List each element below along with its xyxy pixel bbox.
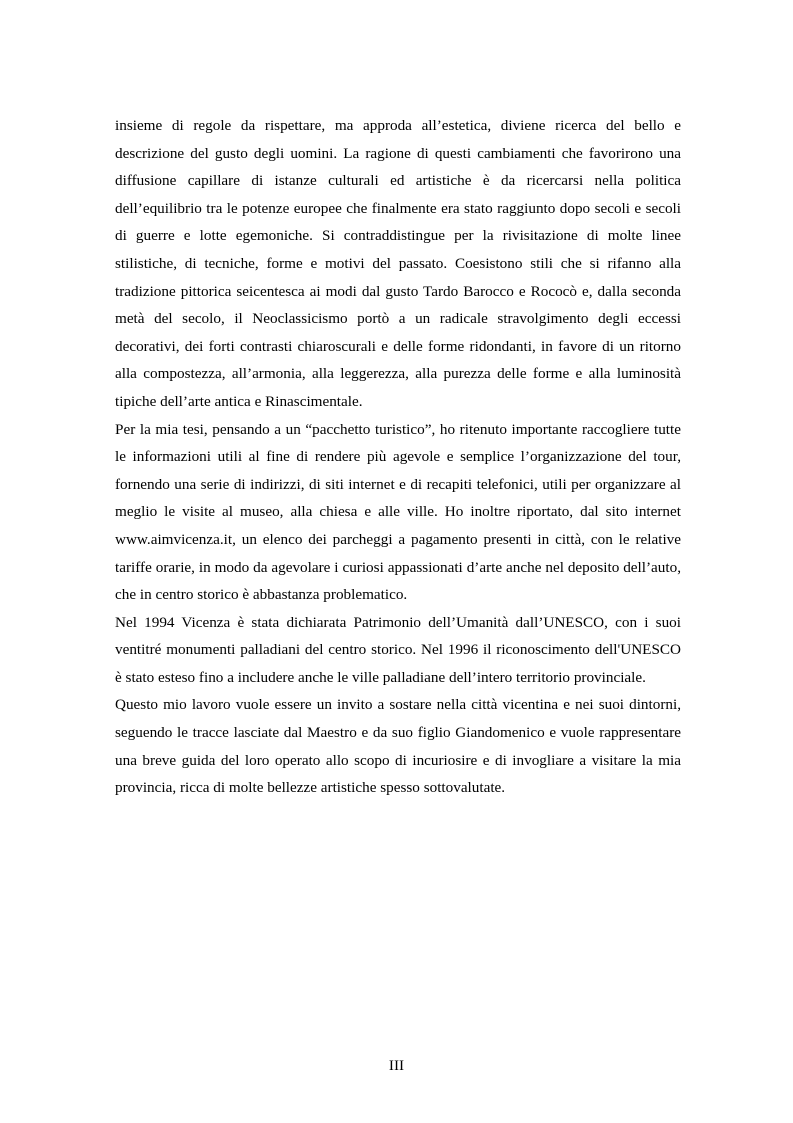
paragraph-1: insieme di regole da rispettare, ma approda all’estetica, diviene ricerca del bello e descrizione del gusto degli uomini. La ragione di questi cambiamenti che favorirono una diffusione capillare di istanze culturali ed artistiche è da ricercarsi nella politica dell’equilibrio tra le potenze europee che finalmente era stato raggiunto dopo secoli e secoli di guerre e lotte egemoniche. Si contraddistingue per la rivisitazione di molte linee stilistiche, di tecniche, forme e motivi del passato. Coesistono stili che si rifanno alla tradizione pittorica seicentesca ai modi dal gusto Tardo Barocco e Rococò e, dalla seconda metà del secolo, il Neoclassicismo portò a un radicale stravolgimento degli eccessi decorativi, dei forti contrasti chiaroscurali e delle forme ridondanti, in favore di un ritorno alla compostezza, all’armonia, alla leggerezza, alla purezza delle forme e alla luminosità tipiche dell’arte antica e Rinascimentale.: [115, 117, 681, 410]
paragraph-2: Per la mia tesi, pensando a un “pacchetto turistico”, ho ritenuto importante raccogliere tutte le informazioni utili al fine di rendere più agevole e semplice l’organizzazione del tour, fornendo una serie di indirizzi, di siti internet e di recapiti telefonici, utili per organizzare al meglio le visite al museo, alla chiesa e alle ville. Ho inoltre riportato, dal sito internet www.aimvicenza.it, un elenco dei parcheggi a pagamento presenti in città, con le relative tariffe orarie, in modo da agevolare i curiosi appassionati d’arte anche nel deposito dell’auto, che in centro storico è abbastanza problematico.: [115, 420, 681, 604]
paragraph-3: Nel 1994 Vicenza è stata dichiarata Patrimonio dell’Umanità dall’UNESCO, con i suoi ventitré monumenti palladiani del centro storico. Nel 1996 il riconoscimento dell'UNESCO è stato esteso fino a includere anche le ville palladiane dell’intero territorio provinciale.: [115, 613, 681, 686]
page-number: III: [388, 1057, 405, 1074]
document-body: [115, 112, 681, 802]
paragraph-4: Questo mio lavoro vuole essere un invito a sostare nella città vicentina e nei suoi dintorni, seguendo le tracce lasciate dal Maestro e da suo figlio Giandomenico e vuole rappresentare una breve guida del loro operato allo scopo di incuriosire e di invogliare a visitare la mia provincia, ricca di molte bellezze artistiche spesso sottovalutate.: [115, 696, 681, 797]
